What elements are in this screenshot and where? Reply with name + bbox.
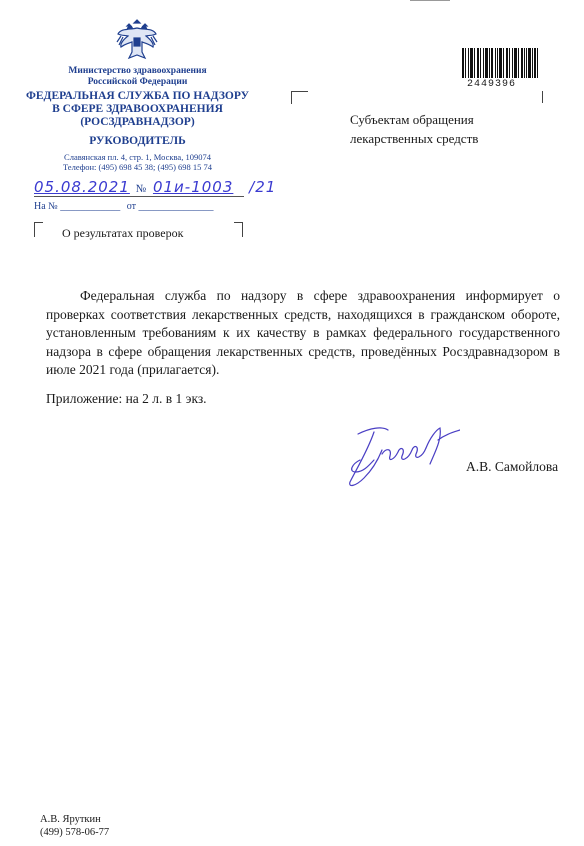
na-blank: ____________ — [60, 201, 121, 212]
top-edge-line — [410, 0, 450, 1]
subject-corner-right — [234, 222, 243, 237]
recipient-line: Субъектам обращения — [350, 112, 474, 127]
registration-number: 01и-1003 — [152, 178, 234, 196]
barcode-image — [462, 48, 538, 78]
agency-name — [20, 90, 255, 129]
registration-date: 05.08.2021 — [34, 178, 130, 196]
number-sign: № — [135, 183, 148, 195]
subject-line: О результатах проверок — [62, 226, 184, 240]
registration-suffix: /21 — [249, 178, 277, 196]
registration-line — [34, 196, 244, 197]
registration-handwritten — [34, 178, 276, 196]
agency-line: (РОСЗДРАВНАДЗОР) — [80, 116, 195, 128]
executor-block — [40, 813, 109, 839]
double-headed-eagle-icon — [115, 16, 159, 64]
subject-corner-left — [34, 222, 43, 237]
recipient-block — [350, 110, 478, 148]
recipient-line: лекарственных средств — [350, 131, 479, 146]
agency-line: ФЕДЕРАЛЬНАЯ СЛУЖБА ПО НАДЗОРУ — [25, 90, 250, 102]
recipient-corner-right — [538, 91, 543, 103]
executor-phone: (499) 578-06-77 — [40, 827, 110, 838]
address-line: Славянская пл. 4, стр. 1, Москва, 109074 — [64, 152, 211, 162]
letter-body — [46, 287, 560, 380]
handwritten-signature — [330, 420, 460, 492]
ministry-line: Российской Федерации — [87, 77, 188, 87]
head-title: РУКОВОДИТЕЛЬ — [89, 135, 186, 147]
attachment-note: Приложение: на 2 л. в 1 экз. — [46, 391, 207, 406]
agency-line: В СФЕРЕ ЗДРАВООХРАНЕНИЯ — [52, 103, 223, 115]
phone-line: Телефон: (495) 698 45 38; (495) 698 15 74 — [62, 162, 213, 172]
barcode-number: 2449396 — [467, 79, 517, 90]
body-paragraph: Федеральная служба по надзору в сфере здравоохранения информирует о проверках соответствия лекарственных средств, находящихся в гражданском обороте, установленным требованиям к их качеству в рамках федерального государственного надзора в сфере обращения лекарственных средств, проведённых Росздравнадзором в июле 2021 года (прилагается). — [46, 288, 560, 377]
executor-name: А.В. Яруткин — [40, 814, 101, 825]
na-label: На № — [34, 201, 58, 212]
ministry-line: Министерство здравоохранения — [68, 66, 207, 76]
agency-address — [30, 152, 245, 172]
ot-label: от — [126, 201, 136, 212]
reference-row — [34, 201, 213, 212]
signer-name: А.В. Самойлова — [466, 459, 559, 474]
ot-blank: _______________ — [138, 201, 214, 212]
recipient-corner-left — [291, 91, 308, 104]
ministry-name — [40, 66, 235, 88]
